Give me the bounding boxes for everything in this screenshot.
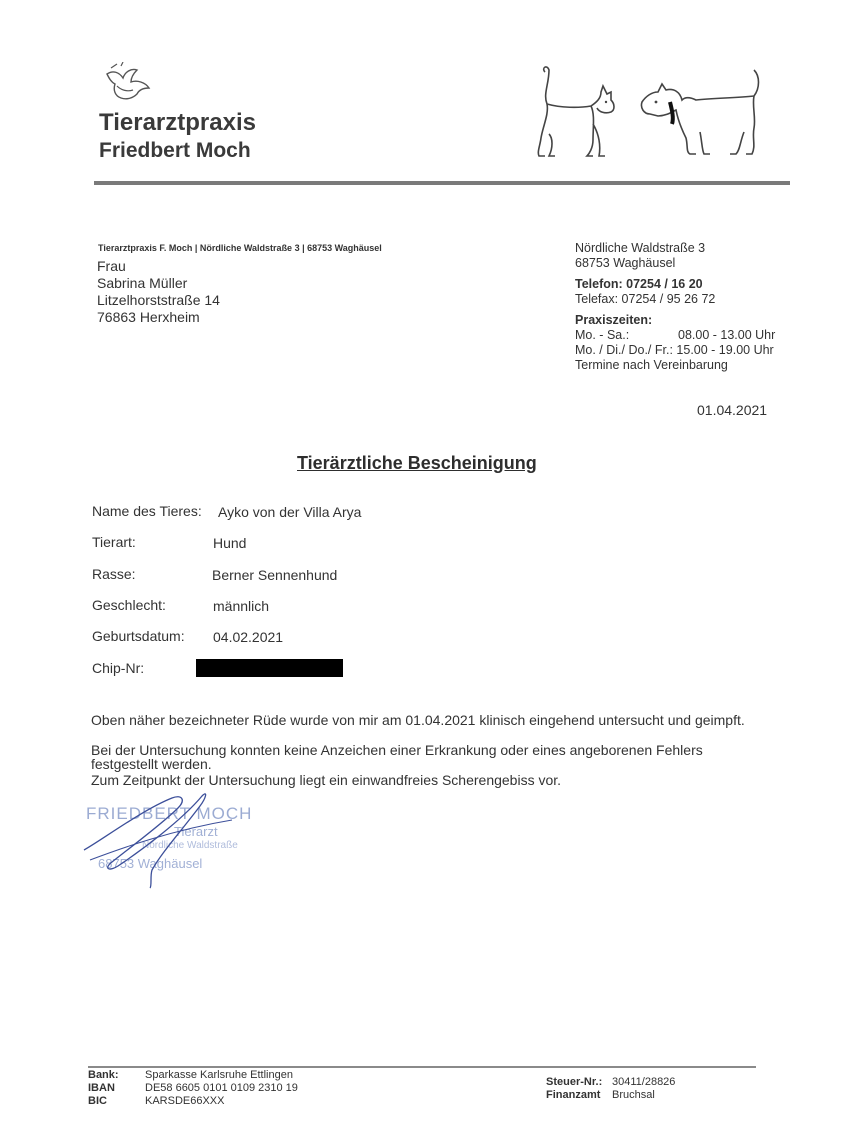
hours-days: Mo. / Di./ Do./ Fr.:: [575, 343, 673, 357]
cat-illustration-icon: [535, 64, 620, 159]
bic-value: KARSDE66XXX: [145, 1095, 225, 1107]
animal-name-label: Name des Tieres:: [92, 503, 202, 519]
findings-line-2: festgestellt werden.: [91, 756, 212, 772]
contact-street: Nördliche Waldstraße 3: [575, 241, 706, 255]
recipient-salutation: Frau: [97, 258, 126, 274]
animal-name-value: Ayko von der Villa Arya: [218, 504, 362, 520]
recipient-address: [97, 258, 220, 326]
bank-details: [88, 1069, 298, 1108]
header-divider: [94, 181, 790, 185]
contact-phone: Telefon: 07254 / 16 20: [575, 277, 703, 291]
birthdate-value: 04.02.2021: [213, 629, 284, 645]
iban-value: DE58 6605 0101 0109 2310 19: [145, 1082, 298, 1094]
breed-label: Rasse:: [92, 566, 136, 582]
bank-label: Bank:: [88, 1069, 119, 1081]
recipient-street: Litzelhorststraße 14: [97, 292, 220, 308]
practice-stamp: [82, 790, 282, 890]
practice-vet-name: Friedbert Moch: [99, 139, 251, 162]
hours-time: 08.00 - 13.00 Uhr: [678, 328, 776, 342]
stamp-line-4: 68753 Waghäusel: [98, 856, 203, 871]
hours-title: Praxiszeiten:: [575, 313, 653, 327]
tax-office-label: Finanzamt: [546, 1089, 601, 1101]
bic-label: BIC: [88, 1095, 107, 1107]
bird-logo-icon: [103, 62, 153, 104]
chip-number-redaction: [196, 659, 343, 677]
practice-title: Tierarztpraxis: [99, 109, 256, 136]
hours-row: [575, 328, 775, 343]
document-title: Tierärztliche Bescheinigung: [297, 453, 537, 473]
stamp-line-3: Nördliche Waldstraße: [142, 840, 238, 851]
species-label: Tierart:: [92, 534, 136, 550]
chip-number-label: Chip-Nr:: [92, 660, 145, 676]
signature-icon: [82, 790, 282, 890]
letter-date: 01.04.2021: [697, 402, 768, 418]
tax-office-value: Bruchsal: [612, 1089, 655, 1101]
hours-days: Mo. - Sa.:: [575, 328, 630, 342]
hours-time: 15.00 - 19.00 Uhr: [676, 343, 774, 357]
contact-fax: Telefax: 07254 / 95 26 72: [575, 292, 716, 306]
bank-value: Sparkasse Karlsruhe Ettlingen: [145, 1069, 293, 1081]
bite-statement: Zum Zeitpunkt der Untersuchung liegt ein einwandfreies Scherengebiss vor.: [91, 772, 562, 788]
dog-illustration-icon: [636, 66, 766, 161]
tax-details: [546, 1076, 675, 1102]
hours-row: [575, 343, 775, 358]
tax-number-label: Steuer-Nr.:: [546, 1076, 603, 1088]
findings-line-1: Bei der Untersuchung konnten keine Anzeichen einer Erkrankung oder eines angeborenen Fehlers: [91, 742, 703, 758]
exam-statement: Oben näher bezeichneter Rüde wurde von mir am 01.04.2021 klinisch eingehend untersucht und geimpft.: [91, 712, 745, 728]
practice-contact-block: [575, 241, 775, 373]
stamp-line-2: Tierarzt: [174, 824, 218, 839]
birthdate-label: Geburtsdatum:: [92, 628, 185, 644]
sex-label: Geschlecht:: [92, 597, 166, 613]
contact-city: 68753 Waghäusel: [575, 256, 676, 270]
recipient-city: 76863 Herxheim: [97, 309, 200, 325]
stamp-line-1: FRIEDBERT MOCH: [86, 804, 253, 823]
tax-number-value: 30411/28826: [612, 1076, 676, 1088]
sex-value: männlich: [213, 598, 270, 614]
appointment-note: Termine nach Vereinbarung: [575, 358, 728, 372]
recipient-name: Sabrina Müller: [97, 275, 188, 291]
sender-return-line: Tierarztpraxis F. Moch | Nördliche Waldstraße 3 | 68753 Waghäusel: [98, 243, 382, 253]
breed-value: Berner Sennenhund: [212, 567, 338, 583]
iban-label: IBAN: [88, 1082, 115, 1094]
species-value: Hund: [213, 535, 247, 551]
footer-divider: [88, 1066, 756, 1068]
